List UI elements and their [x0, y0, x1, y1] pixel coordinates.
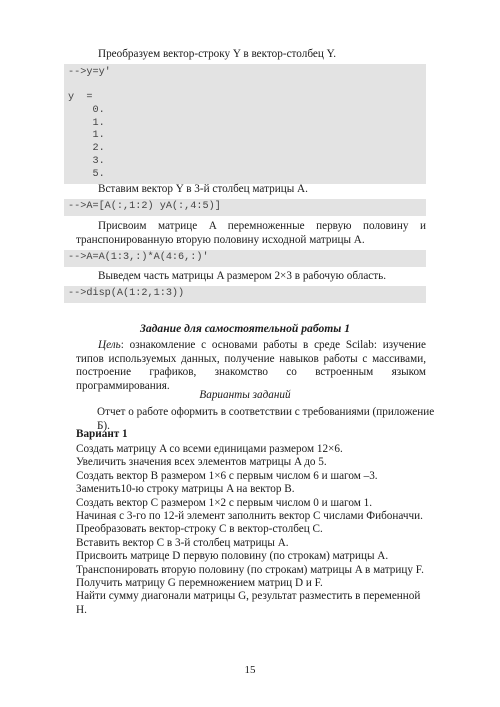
- task-heading: Задание для самостоятельной работы 1: [139, 322, 351, 335]
- list-item: Увеличить значения всех элементов матрицы A до 5.: [76, 456, 327, 469]
- code-block-disp: [64, 286, 426, 303]
- code-line: -->disp(A(1:2,1:3)): [68, 288, 185, 299]
- code-line: -->A=A(1:3,:)*A(4:6,:)': [68, 252, 209, 263]
- report-note: Отчет о работе оформить в соответствии с требованиями (приложение Б).: [97, 406, 435, 432]
- list-item: Преобразовать вектор-строку C в вектор-столбец C.: [76, 523, 323, 536]
- list-item: Заменить10-ю строку матрицы A на вектор B.: [76, 483, 295, 496]
- paragraph-assign-matrix: Присвоим матрице A перемноженные первую половину и транспонированную вторую половину исходной матрицы A.: [76, 220, 426, 246]
- code-line: 1.: [68, 130, 105, 142]
- list-item: Начиная с 3-го по 12-й элемент заполнить вектор C числами Фибоначчи.: [76, 510, 423, 523]
- code-line: 2.: [68, 143, 105, 155]
- paragraph-transpose-intro: Преобразуем вектор-строку Y в вектор-столбец Y.: [98, 48, 337, 60]
- list-item: Создать матрицу A со всеми единицами размером 12×6.: [76, 443, 343, 455]
- code-line: 3.: [68, 155, 105, 167]
- list-item: Получить матрицу G перемножением матриц D и F.: [76, 577, 323, 590]
- code-line: 1.: [68, 117, 105, 129]
- paragraph-display-part: Выведем часть матрицы A размером 2×3 в рабочую область.: [98, 270, 387, 282]
- code-block-transpose: [64, 64, 426, 184]
- code-line: y =: [68, 92, 93, 104]
- list-item: Вставить вектор C в 3-й столбец матрицы A.: [76, 536, 289, 549]
- list-item: Найти сумму диагонали матрицы G, результат разместить в переменной H.: [76, 590, 421, 616]
- list-item: Создать вектор C размером 1×2 с первым числом 0 и шагом 1.: [76, 496, 373, 509]
- list-item: Транспонировать вторую половину (по строкам) матрицы A в матрицу F.: [76, 563, 424, 576]
- variants-heading: Варианты заданий: [199, 389, 291, 401]
- list-item: Создать вектор B размером 1×6 с первым числом 6 и шагом –3.: [76, 469, 378, 482]
- task-list: [76, 443, 426, 617]
- code-line: [68, 80, 426, 93]
- page-number: 15: [244, 664, 256, 676]
- goal-text: : ознакомление с основами работы в среде Scilab: изучение типов используемых данных, получение навыков работы с массивами, построение графиков, знакомство со встроенным языком программирования.: [76, 339, 426, 392]
- goal-label: Цель: [98, 339, 121, 351]
- list-item: Присвоить матрице D первую половину (по строкам) матрицы A.: [76, 550, 389, 563]
- goal-paragraph: [76, 339, 426, 393]
- code-block-insert: [64, 199, 426, 216]
- code-line: -->y=y': [68, 67, 111, 78]
- code-block-multiply: [64, 250, 426, 267]
- code-line: 0.: [68, 105, 105, 117]
- code-line: 5.: [68, 168, 105, 180]
- variant-title: Вариант 1: [76, 428, 128, 440]
- code-line: -->A=[A(:,1:2) yA(:,4:5)]: [68, 201, 221, 212]
- paragraph-insert-vector: Вставим вектор Y в 3-й столбец матрицы A.: [98, 183, 308, 195]
